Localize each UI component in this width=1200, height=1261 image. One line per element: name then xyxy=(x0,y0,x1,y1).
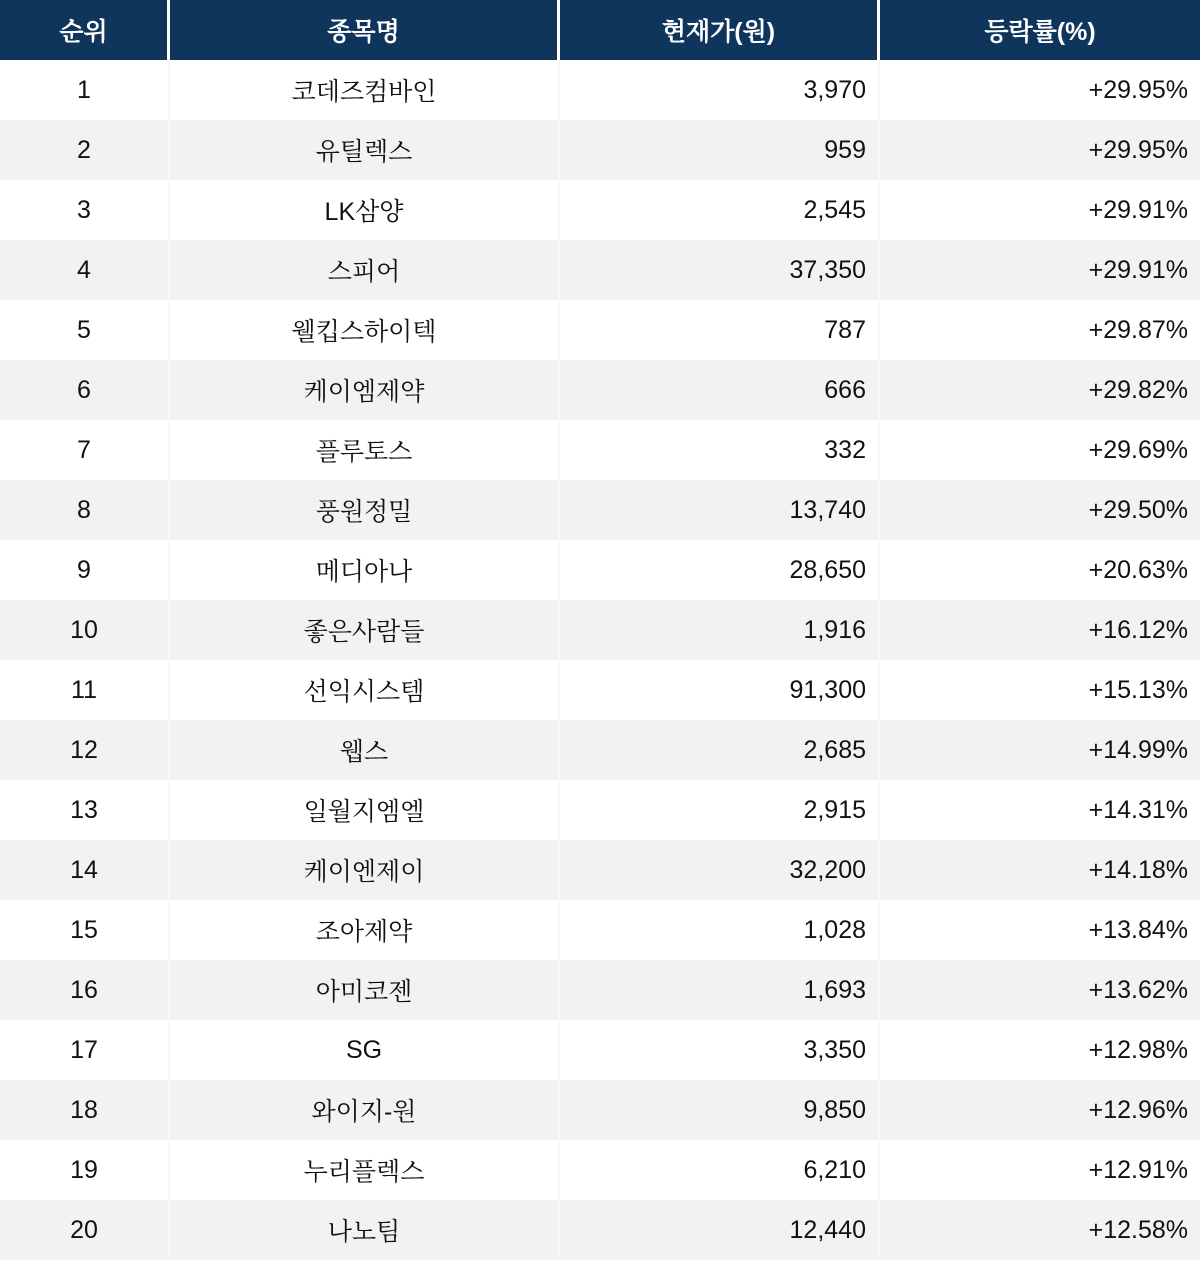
stock-name-cell: 웹스 xyxy=(170,720,560,780)
rank-cell: 7 xyxy=(0,420,170,480)
stock-name-cell: SG xyxy=(170,1020,560,1080)
price-cell: 666 xyxy=(560,360,880,420)
price-cell: 9,850 xyxy=(560,1080,880,1140)
stock-name-cell: 플루토스 xyxy=(170,420,560,480)
price-cell: 2,545 xyxy=(560,180,880,240)
change-cell: +12.58% xyxy=(880,1200,1200,1260)
table-row xyxy=(0,480,1200,540)
stock-name-cell: 풍원정밀 xyxy=(170,480,560,540)
rank-cell: 1 xyxy=(0,60,170,120)
stock-name-cell: 누리플렉스 xyxy=(170,1140,560,1200)
change-cell: +29.82% xyxy=(880,360,1200,420)
price-cell: 13,740 xyxy=(560,480,880,540)
price-cell: 2,915 xyxy=(560,780,880,840)
table-row xyxy=(0,660,1200,720)
stock-name-cell: 선익시스템 xyxy=(170,660,560,720)
price-cell: 28,650 xyxy=(560,540,880,600)
header-row xyxy=(0,0,1200,60)
change-cell: +14.99% xyxy=(880,720,1200,780)
price-cell: 1,028 xyxy=(560,900,880,960)
table-row xyxy=(0,180,1200,240)
stock-name-cell: 케이엔제이 xyxy=(170,840,560,900)
price-cell: 1,916 xyxy=(560,600,880,660)
change-cell: +29.50% xyxy=(880,480,1200,540)
rank-cell: 11 xyxy=(0,660,170,720)
rank-cell: 14 xyxy=(0,840,170,900)
rank-cell: 15 xyxy=(0,900,170,960)
table-row xyxy=(0,120,1200,180)
rank-cell: 19 xyxy=(0,1140,170,1200)
table-row xyxy=(0,1140,1200,1200)
change-cell: +14.31% xyxy=(880,780,1200,840)
price-cell: 12,440 xyxy=(560,1200,880,1260)
table-row xyxy=(0,600,1200,660)
change-cell: +14.18% xyxy=(880,840,1200,900)
stock-name-cell: 조아제약 xyxy=(170,900,560,960)
price-cell: 959 xyxy=(560,120,880,180)
stock-name-cell: 와이지-원 xyxy=(170,1080,560,1140)
rank-cell: 17 xyxy=(0,1020,170,1080)
column-header-rank: 순위 xyxy=(0,0,170,60)
rank-cell: 9 xyxy=(0,540,170,600)
change-cell: +12.91% xyxy=(880,1140,1200,1200)
change-cell: +29.91% xyxy=(880,240,1200,300)
column-header-name: 종목명 xyxy=(170,0,560,60)
rank-cell: 3 xyxy=(0,180,170,240)
change-cell: +29.91% xyxy=(880,180,1200,240)
change-cell: +12.96% xyxy=(880,1080,1200,1140)
rank-cell: 18 xyxy=(0,1080,170,1140)
table-row xyxy=(0,540,1200,600)
change-cell: +29.95% xyxy=(880,60,1200,120)
table-row xyxy=(0,900,1200,960)
change-cell: +29.87% xyxy=(880,300,1200,360)
price-cell: 32,200 xyxy=(560,840,880,900)
price-cell: 2,685 xyxy=(560,720,880,780)
rank-cell: 13 xyxy=(0,780,170,840)
column-header-price: 현재가(원) xyxy=(560,0,880,60)
change-cell: +13.84% xyxy=(880,900,1200,960)
price-cell: 332 xyxy=(560,420,880,480)
rank-cell: 16 xyxy=(0,960,170,1020)
change-cell: +15.13% xyxy=(880,660,1200,720)
table-row xyxy=(0,240,1200,300)
rank-cell: 12 xyxy=(0,720,170,780)
change-cell: +20.63% xyxy=(880,540,1200,600)
table-row xyxy=(0,420,1200,480)
table-row xyxy=(0,840,1200,900)
price-cell: 91,300 xyxy=(560,660,880,720)
rank-cell: 4 xyxy=(0,240,170,300)
table-row xyxy=(0,1200,1200,1260)
table-row xyxy=(0,1020,1200,1080)
change-cell: +29.69% xyxy=(880,420,1200,480)
rank-cell: 2 xyxy=(0,120,170,180)
stock-name-cell: 웰킵스하이텍 xyxy=(170,300,560,360)
table-body xyxy=(0,60,1200,1260)
stock-name-cell: LK삼양 xyxy=(170,180,560,240)
rank-cell: 8 xyxy=(0,480,170,540)
stock-name-cell: 유틸렉스 xyxy=(170,120,560,180)
change-cell: +29.95% xyxy=(880,120,1200,180)
stock-name-cell: 아미코젠 xyxy=(170,960,560,1020)
table-row xyxy=(0,960,1200,1020)
change-cell: +13.62% xyxy=(880,960,1200,1020)
rank-cell: 20 xyxy=(0,1200,170,1260)
stock-name-cell: 나노팀 xyxy=(170,1200,560,1260)
stock-name-cell: 코데즈컴바인 xyxy=(170,60,560,120)
column-header-change: 등락률(%) xyxy=(880,0,1200,60)
rank-cell: 10 xyxy=(0,600,170,660)
stock-name-cell: 좋은사람들 xyxy=(170,600,560,660)
rank-cell: 6 xyxy=(0,360,170,420)
rank-cell: 5 xyxy=(0,300,170,360)
price-cell: 3,970 xyxy=(560,60,880,120)
table-row xyxy=(0,720,1200,780)
price-cell: 1,693 xyxy=(560,960,880,1020)
price-cell: 787 xyxy=(560,300,880,360)
price-cell: 37,350 xyxy=(560,240,880,300)
change-cell: +16.12% xyxy=(880,600,1200,660)
stock-name-cell: 케이엠제약 xyxy=(170,360,560,420)
table-row xyxy=(0,1080,1200,1140)
table-row xyxy=(0,60,1200,120)
stock-name-cell: 메디아나 xyxy=(170,540,560,600)
change-cell: +12.98% xyxy=(880,1020,1200,1080)
stock-name-cell: 일월지엠엘 xyxy=(170,780,560,840)
stock-name-cell: 스피어 xyxy=(170,240,560,300)
table-row xyxy=(0,780,1200,840)
table-row xyxy=(0,360,1200,420)
price-cell: 3,350 xyxy=(560,1020,880,1080)
price-cell: 6,210 xyxy=(560,1140,880,1200)
table-row xyxy=(0,300,1200,360)
